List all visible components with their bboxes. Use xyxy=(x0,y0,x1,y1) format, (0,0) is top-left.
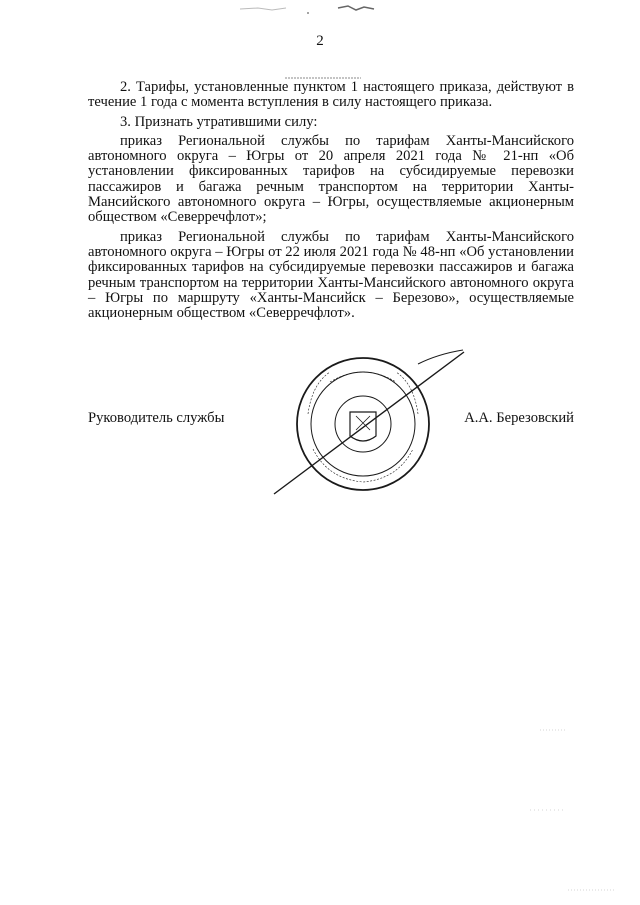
official-seal xyxy=(268,344,468,504)
paragraph-repealed-order-21: приказ Региональной службы по тарифам Ханты-Мансийского автономного округа – Югры от 20 апреля 2021 года № 21-нп «Об установлении фиксированных тарифов на субсидируемые перевозки пассажиров и багажа речным транспортом на территории Ханты-Мансийского автономного округа – Югры, осуществляемые акционерным обществом «Северречфлот»; xyxy=(88,132,574,226)
scan-noise-top xyxy=(238,2,388,14)
signer-name: А.А. Березовский xyxy=(464,410,574,426)
document-body xyxy=(88,80,574,325)
page-number: 2 xyxy=(316,33,324,49)
paragraph-repealed-order-48: приказ Региональной службы по тарифам Ханты-Мансийского автономного округа – Югры от 22 июля 2021 года № 48-нп «Об установлении фиксированных тарифов на субсидируемые перевозки пассажиров и багажа речным транспортом на территории Ханты-Мансийского автономного округа – Югры по маршруту «Ханты-Мансийск – Березово», осуществляемые акционерным обществом «Северречфлот». xyxy=(88,228,574,322)
scan-noise-under-number xyxy=(283,68,363,74)
paragraph-tariff-validity: 2. Тарифы, установленные пунктом 1 настоящего приказа, действуют в течение 1 года с момента вступления в силу настоящего приказа. xyxy=(88,79,574,111)
scan-noise-bottom xyxy=(566,880,616,886)
scan-noise-right-2 xyxy=(528,800,568,806)
signer-title: Руководитель службы xyxy=(88,410,225,426)
scan-noise-right-1 xyxy=(538,720,568,726)
paragraph-repeal-header: 3. Признать утратившими силу: xyxy=(120,113,318,130)
